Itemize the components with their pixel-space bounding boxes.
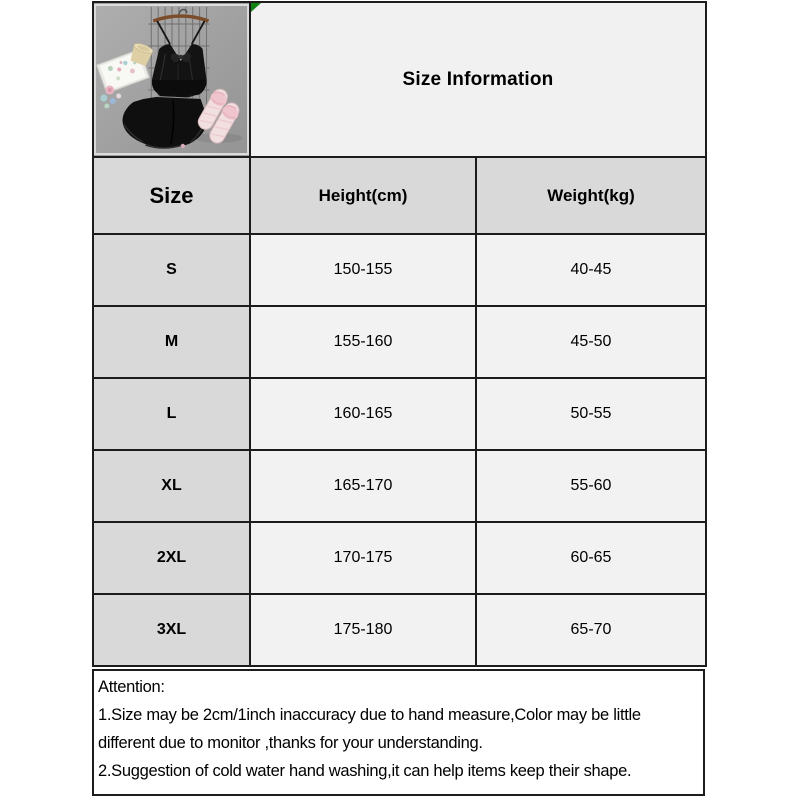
size-label: 3XL bbox=[93, 594, 250, 666]
product-photo-cell bbox=[93, 2, 250, 157]
height-value: 160-165 bbox=[250, 378, 476, 450]
table-header-row bbox=[93, 157, 706, 234]
weight-value: 50-55 bbox=[476, 378, 706, 450]
photo-title-row bbox=[93, 2, 706, 157]
table-row bbox=[93, 234, 706, 306]
weight-value: 65-70 bbox=[476, 594, 706, 666]
size-chart-sheet bbox=[92, 1, 708, 796]
attention-line: 2.Suggestion of cold water hand washing,it can help items keep their shape. bbox=[98, 762, 632, 780]
height-value: 175-180 bbox=[250, 594, 476, 666]
column-header-size: Size bbox=[93, 157, 250, 234]
table-row bbox=[93, 378, 706, 450]
attention-line: 1.Size may be 2cm/1inch inaccuracy due to hand measure,Color may be little bbox=[98, 706, 641, 724]
size-label: S bbox=[93, 234, 250, 306]
green-corner-marker-icon bbox=[251, 3, 261, 12]
product-photo bbox=[94, 4, 249, 155]
attention-note bbox=[92, 669, 705, 796]
column-header-height: Height(cm) bbox=[250, 157, 476, 234]
size-label: L bbox=[93, 378, 250, 450]
weight-value: 60-65 bbox=[476, 522, 706, 594]
height-value: 170-175 bbox=[250, 522, 476, 594]
weight-value: 55-60 bbox=[476, 450, 706, 522]
attention-line: Attention: bbox=[98, 678, 165, 696]
table-row bbox=[93, 306, 706, 378]
height-value: 165-170 bbox=[250, 450, 476, 522]
weight-value: 40-45 bbox=[476, 234, 706, 306]
column-header-weight: Weight(kg) bbox=[476, 157, 706, 234]
size-label: 2XL bbox=[93, 522, 250, 594]
height-value: 150-155 bbox=[250, 234, 476, 306]
size-label: M bbox=[93, 306, 250, 378]
size-chart-table bbox=[92, 1, 707, 667]
size-label: XL bbox=[93, 450, 250, 522]
table-row bbox=[93, 450, 706, 522]
table-row bbox=[93, 522, 706, 594]
page-title: Size Information bbox=[402, 68, 554, 90]
size-information-title-cell bbox=[250, 2, 706, 157]
height-value: 155-160 bbox=[250, 306, 476, 378]
table-row bbox=[93, 594, 706, 666]
weight-value: 45-50 bbox=[476, 306, 706, 378]
attention-line: different due to monitor ,thanks for your understanding. bbox=[98, 734, 483, 752]
